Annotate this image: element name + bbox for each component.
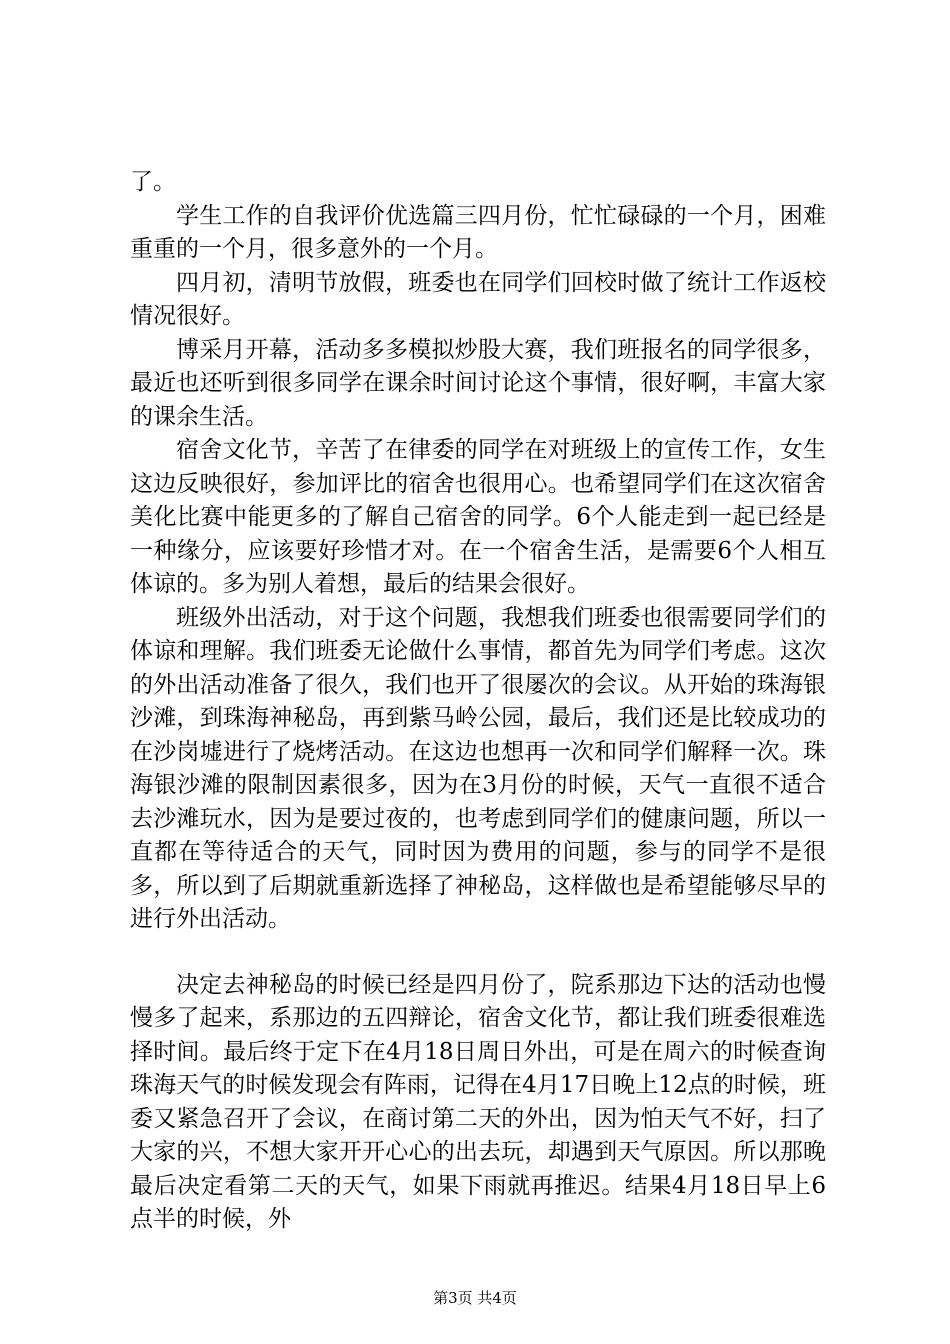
paragraph-qingming: 四月初，清明节放假，班委也在同学们回校时做了统计工作返校情况很好。 [130,269,826,329]
document-body [130,166,826,1237]
paragraph-intro: 学生工作的自我评价优选篇三四月份，忙忙碌碌的一个月，困难重重的一个月，很多意外的一个月。 [130,202,826,262]
paragraph-continuation: 了。 [130,169,176,195]
paragraph-gap [130,937,826,969]
paragraph-mystery-island: 决定去神秘岛的时候已经是四月份了，院系那边下达的活动也慢慢多了起来，系那边的五四辩论，宿舍文化节，都让我们班委很难选择时间。最后终于定下在4月18日周日外出，可是在周六的时候查询珠海天气的时候发现会有阵雨，记得在4月17日晚上12点的时候，班委又紧急召开了会议，在商讨第二天的外出，因为怕天气不好，扫了大家的兴，不想大家开开心心的出去玩，却遇到天气原因。所以那晚最后决定看第二天的天气，如果下雨就再推迟。结果4月18日早上6点半的时候，外 [130,971,826,1232]
page-number-footer: 第3页 共4页 [433,1289,517,1307]
paragraph-dorm-festival: 宿舍文化节，辛苦了在律委的同学在对班级上的宣传工作，女生这边反映很好，参加评比的宿舍也很用心。也希望同学们在这次宿舍美化比赛中能更多的了解自己宿舍的同学。6个人能走到一起已经是一种缘分，应该要好珍惜才对。在一个宿舍生活，是需要6个人相互体谅的。多为别人着想，最后的结果会很好。 [130,437,826,597]
paragraph-class-outing: 班级外出活动，对于这个问题，我想我们班委也很需要同学们的体谅和理解。我们班委无论做什么事情，都首先为同学们考虑。这次的外出活动准备了很久，我们也开了很屡次的会议。从开始的珠海银沙滩，到珠海神秘岛，再到紫马岭公园，最后，我们还是比较成功的在沙岗墟进行了烧烤活动。在这边也想再一次和同学们解释一次。珠海银沙滩的限制因素很多，因为在3月份的时候，天气一直很不适合去沙滩玩水，因为是要过夜的，也考虑到同学们的健康问题，所以一直都在等待适合的天气，同时因为费用的问题，参与的同学不是很多，所以到了后期就重新选择了神秘岛，这样做也是希望能够尽早的进行外出活动。 [130,604,826,932]
paragraph-stock-contest: 博采月开幕，活动多多模拟炒股大赛，我们班报名的同学很多，最近也还听到很多同学在课余时间讨论这个事情，很好啊，丰富大家的课余生活。 [130,336,826,430]
